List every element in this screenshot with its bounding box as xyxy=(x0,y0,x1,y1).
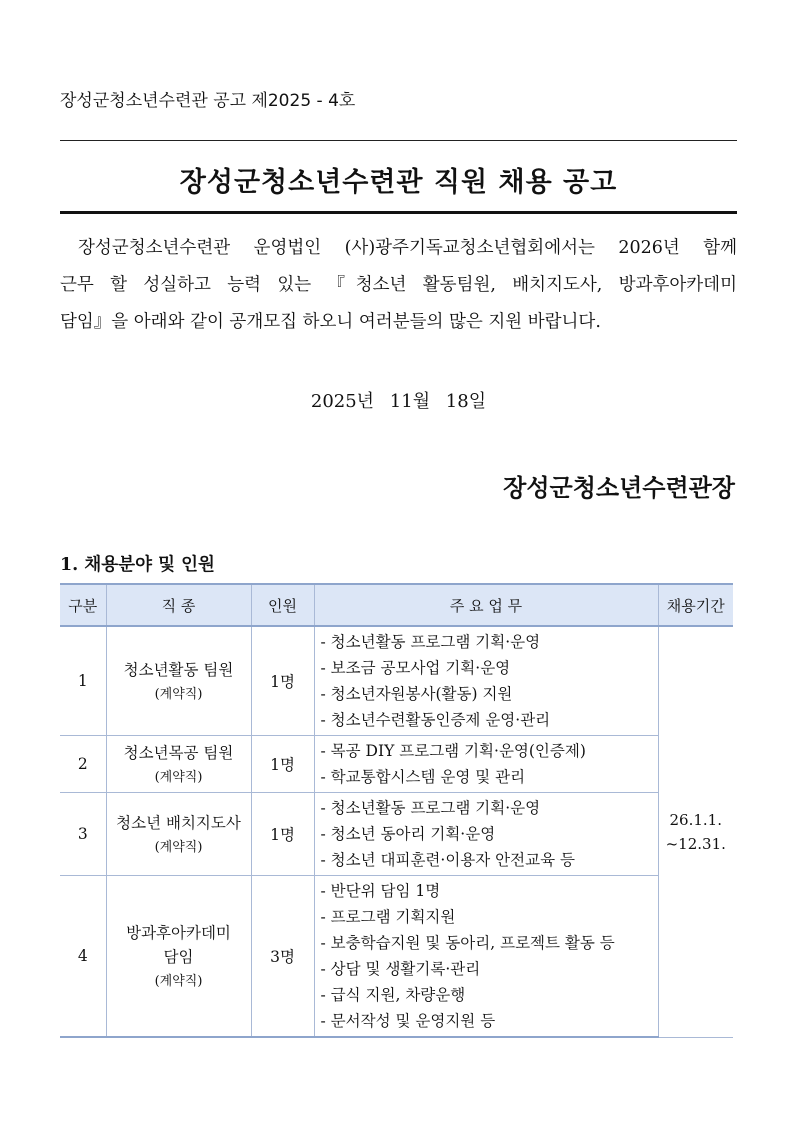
document-title: 장성군청소년수련관 직원 채용 공고 xyxy=(179,167,618,198)
table-header-row xyxy=(60,584,733,626)
job-type: (계약직) xyxy=(154,839,203,855)
header-count: 인원 xyxy=(251,584,314,626)
row-count: 1명 xyxy=(251,793,314,876)
job-type: (계약직) xyxy=(154,973,203,989)
duty-item: - 청소년 동아리 기획·운영 xyxy=(320,825,496,843)
duty-item: - 반단위 담임 1명 xyxy=(320,882,441,900)
notice-number: 장성군청소년수련관 공고 제2025 - 4호 xyxy=(60,91,356,111)
intro-paragraph xyxy=(60,230,737,341)
header-duties: 주 요 업 무 xyxy=(314,584,658,626)
duty-item: - 청소년활동 프로그램 기획·운영 xyxy=(320,799,541,817)
job-type: (계약직) xyxy=(154,686,203,702)
row-job xyxy=(106,626,251,736)
job-type: (계약직) xyxy=(154,769,203,785)
duty-item: - 청소년수련활동인증제 운영·관리 xyxy=(320,711,551,729)
job-name: 청소년목공 팀원 xyxy=(123,743,234,762)
duty-item: - 보충학습지원 및 동아리, 프로젝트 활동 등 xyxy=(320,934,615,952)
row-duties xyxy=(314,876,658,1038)
header-no: 구분 xyxy=(60,584,106,626)
table-row xyxy=(60,626,733,736)
job-name: 담임 xyxy=(163,947,194,966)
duty-item: - 프로그램 기획지원 xyxy=(320,908,456,926)
table-row xyxy=(60,793,733,876)
intro-line: 근무 할 성실하고 능력 있는 『청소년 활동팀원, 배치지도사, 방과후아카데미 xyxy=(60,275,737,295)
duty-item: - 보조금 공모사업 기획·운영 xyxy=(320,659,511,677)
header-period: 채용기간 xyxy=(658,584,733,626)
duty-item: - 상담 및 생활기록·관리 xyxy=(320,960,481,978)
row-job xyxy=(106,793,251,876)
row-period xyxy=(658,626,733,1037)
top-divider xyxy=(60,140,737,141)
duty-item: - 목공 DIY 프로그램 기획·운영(인증제) xyxy=(320,742,586,760)
duty-item: - 급식 지원, 차량운행 xyxy=(320,986,466,1004)
intro-line: 장성군청소년수련관 운영법인 (사)광주기독교청소년협회에서는 2026년 함께 xyxy=(78,238,737,258)
duty-item: - 청소년자원봉사(활동) 지원 xyxy=(320,685,513,703)
table-row xyxy=(60,736,733,793)
row-count: 1명 xyxy=(251,626,314,736)
issuer-name: 장성군청소년수련관장 xyxy=(503,473,735,502)
row-job xyxy=(106,736,251,793)
row-duties xyxy=(314,793,658,876)
job-name: 청소년활동 팀원 xyxy=(123,660,234,679)
row-job xyxy=(106,876,251,1038)
row-count: 3명 xyxy=(251,876,314,1038)
row-no: 2 xyxy=(60,736,106,793)
header-job: 직 종 xyxy=(106,584,251,626)
row-no: 4 xyxy=(60,876,106,1038)
job-name: 방과후아카데미 xyxy=(126,923,231,942)
section-title: 1. 채용분야 및 인원 xyxy=(60,555,215,575)
row-no: 3 xyxy=(60,793,106,876)
intro-line: 담임』을 아래와 같이 공개모집 하오니 여러분들의 많은 지원 바랍니다. xyxy=(60,312,601,332)
duty-item: - 문서작성 및 운영지원 등 xyxy=(320,1012,496,1030)
row-no: 1 xyxy=(60,626,106,736)
duty-item: - 학교통합시스템 운영 및 관리 xyxy=(320,768,526,786)
recruitment-table xyxy=(60,583,733,1038)
duty-item: - 청소년활동 프로그램 기획·운영 xyxy=(320,633,541,651)
period-end: ~12.31. xyxy=(665,834,726,853)
period-start: 26.1.1. xyxy=(669,810,722,829)
job-name: 청소년 배치지도사 xyxy=(116,813,241,832)
duty-item: - 청소년 대피훈련·이용자 안전교육 등 xyxy=(320,851,575,869)
row-duties xyxy=(314,626,658,736)
table-row xyxy=(60,876,733,1038)
notice-date: 2025년 11월 18일 xyxy=(310,391,487,412)
row-duties xyxy=(314,736,658,793)
title-divider xyxy=(60,211,737,214)
row-count: 1명 xyxy=(251,736,314,793)
